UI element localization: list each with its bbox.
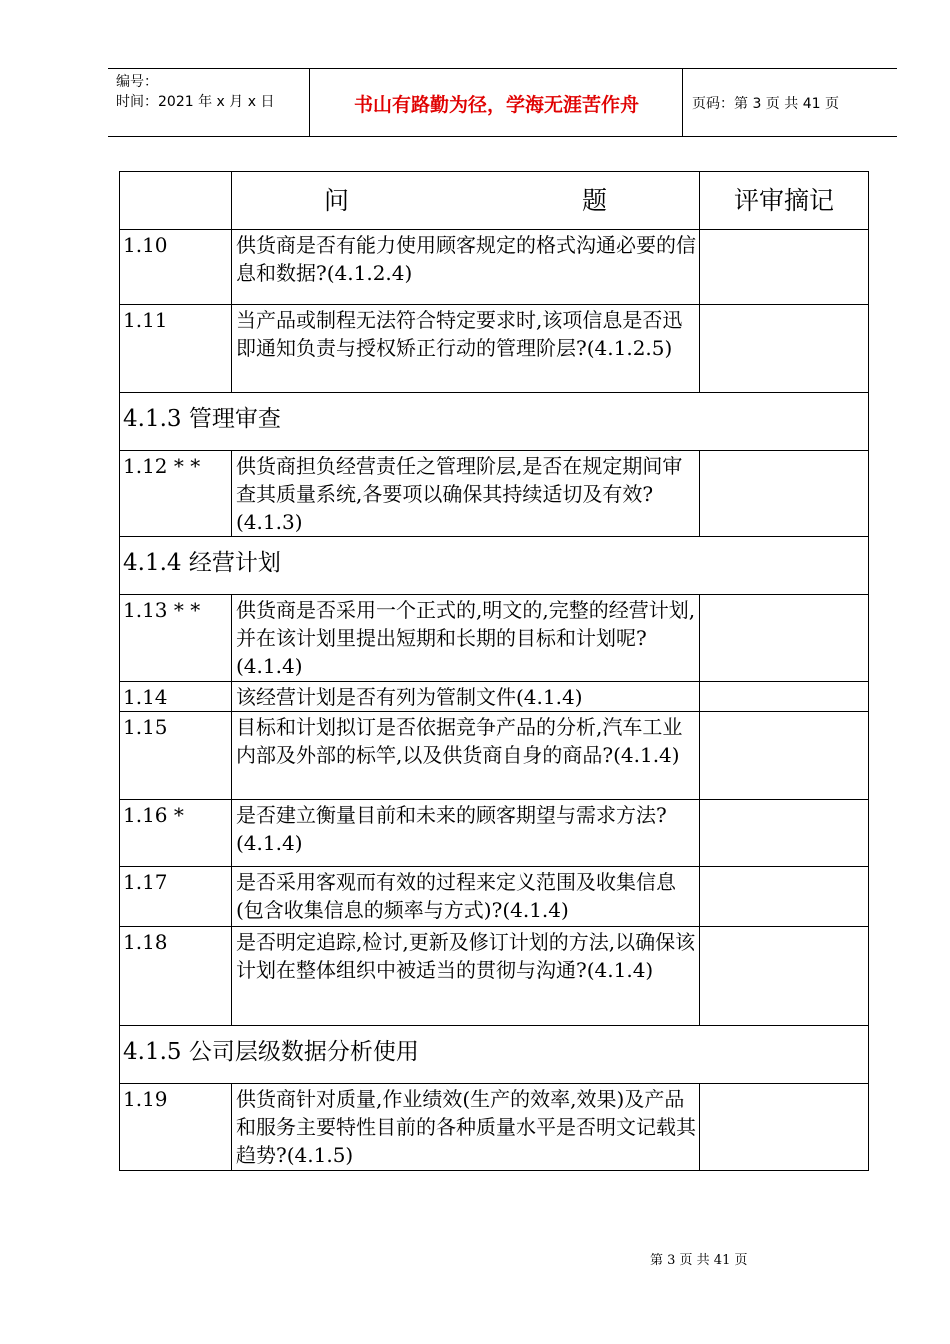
item-question: 当产品或制程无法符合特定要求时,该项信息是否迅即通知负责与授权矫正行动的管理阶层?(4.1.2.5) xyxy=(232,305,700,393)
item-number: 1.18 xyxy=(120,927,232,1026)
section-heading: 4.1.3 管理审查 xyxy=(120,393,869,451)
header-question-cell xyxy=(232,172,700,230)
table-row xyxy=(120,305,869,393)
item-question: 该经营计划是否有列为管制文件(4.1.4) xyxy=(232,682,700,712)
review-note-cell[interactable] xyxy=(700,305,869,393)
item-number: 1.13 * * xyxy=(120,595,232,682)
item-number: 1.17 xyxy=(120,867,232,927)
review-note-cell[interactable] xyxy=(700,712,869,800)
review-header-cell: 评审摘记 xyxy=(700,172,869,230)
section-heading: 4.1.5 公司层级数据分析使用 xyxy=(120,1026,869,1084)
review-table xyxy=(119,171,869,1171)
item-question: 是否建立衡量目前和未来的顾客期望与需求方法?(4.1.4) xyxy=(232,800,700,867)
item-question: 是否明定追踪,检讨,更新及修订计划的方法,以确保该计划在整体组织中被适当的贯彻与沟通?(4.1.4) xyxy=(232,927,700,1026)
header-divider-2 xyxy=(682,68,683,136)
header-divider-1 xyxy=(309,68,310,136)
review-note-cell[interactable] xyxy=(700,682,869,712)
section-row xyxy=(120,1026,869,1084)
table-row xyxy=(120,230,869,305)
item-question: 供货商担负经营责任之管理阶层,是否在规定期间审查其质量系统,各要项以确保其持续适切及有效?(4.1.3) xyxy=(232,451,700,537)
section-row xyxy=(120,393,869,451)
section-heading: 4.1.4 经营计划 xyxy=(120,537,869,595)
review-note-cell[interactable] xyxy=(700,230,869,305)
question-header-char1: 问 xyxy=(324,185,350,215)
header-num-cell xyxy=(120,172,232,230)
review-note-cell[interactable] xyxy=(700,927,869,1026)
item-number: 1.11 xyxy=(120,305,232,393)
table-row xyxy=(120,595,869,682)
review-note-cell[interactable] xyxy=(700,867,869,927)
table-row xyxy=(120,1084,869,1171)
page-footer: 第 3 页 共 41 页 xyxy=(650,1253,748,1268)
item-number: 1.16 * xyxy=(120,800,232,867)
table-row xyxy=(120,451,869,537)
item-number: 1.14 xyxy=(120,682,232,712)
item-question: 是否采用客观而有效的过程来定义范围及收集信息(包含收集信息的频率与方式)?(4.1.4) xyxy=(232,867,700,927)
header-meta xyxy=(116,72,274,112)
item-number: 1.10 xyxy=(120,230,232,305)
review-note-cell[interactable] xyxy=(700,1084,869,1171)
number-label: 编号： xyxy=(116,74,158,90)
table-row xyxy=(120,927,869,1026)
item-question: 目标和计划拟订是否依据竞争产品的分析,汽车工业内部及外部的标竿,以及供货商自身的商品?(4.1.4) xyxy=(232,712,700,800)
table-header-row xyxy=(120,172,869,230)
question-header-char2: 题 xyxy=(581,185,607,215)
item-question: 供货商是否有能力使用顾客规定的格式沟通必要的信息和数据?(4.1.2.4) xyxy=(232,230,700,305)
header-page-info: 页码：第 3 页 共 41 页 xyxy=(692,96,839,112)
table-row xyxy=(120,682,869,712)
table-row xyxy=(120,800,869,867)
review-note-cell[interactable] xyxy=(700,451,869,537)
review-note-cell[interactable] xyxy=(700,800,869,867)
header-bottom-rule xyxy=(108,136,897,137)
table-row xyxy=(120,867,869,927)
header-top-rule xyxy=(108,68,897,69)
item-question: 供货商针对质量,作业绩效(生产的效率,效果)及产品和服务主要特性目前的各种质量水平是否明文记载其趋势?(4.1.5) xyxy=(232,1084,700,1171)
item-number: 1.12 * * xyxy=(120,451,232,537)
section-row xyxy=(120,537,869,595)
item-question: 供货商是否采用一个正式的,明文的,完整的经营计划,并在该计划里提出短期和长期的目标和计划呢?(4.1.4) xyxy=(232,595,700,682)
time-label: 时间：2021 年 x 月 x 日 xyxy=(116,94,275,110)
review-note-cell[interactable] xyxy=(700,595,869,682)
table-row xyxy=(120,712,869,800)
item-number: 1.19 xyxy=(120,1084,232,1171)
item-number: 1.15 xyxy=(120,712,232,800)
header-motto: 书山有路勤为径，学海无涯苦作舟 xyxy=(353,94,639,116)
